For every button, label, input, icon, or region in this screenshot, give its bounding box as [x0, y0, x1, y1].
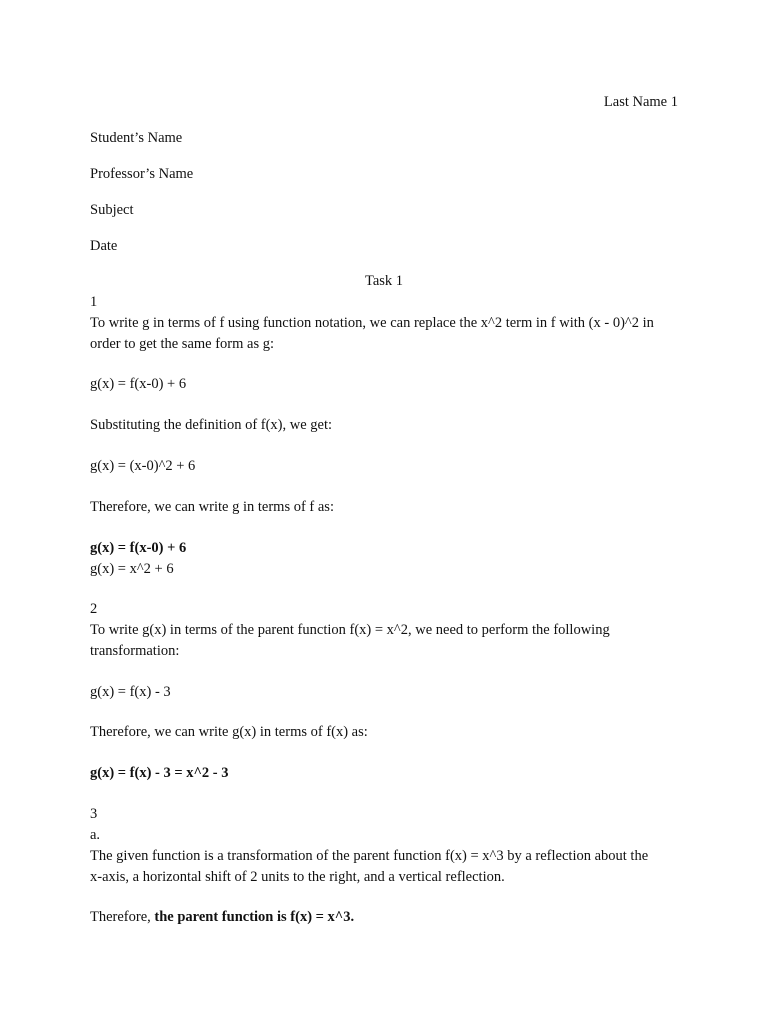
- q1-therefore: Therefore, we can write g in terms of f as:: [90, 499, 334, 515]
- q1-number: 1: [90, 294, 98, 310]
- professor-name: Professor’s Name: [90, 166, 194, 182]
- q3-part-label: a.: [90, 827, 101, 843]
- q2-number: 2: [90, 601, 98, 617]
- q2-answer-bold: g(x) = f(x) - 3 = x^2 - 3: [90, 765, 229, 781]
- running-head: Last Name 1: [603, 94, 678, 110]
- q2-intro-line2: transformation:: [90, 643, 180, 659]
- q3-conclusion: [90, 908, 354, 926]
- q3-text-line2: x-axis, a horizontal shift of 2 units to the right, and a vertical reflection.: [90, 869, 505, 885]
- q1-intro-line1: To write g in terms of f using function notation, we can replace the x^2 term in f with (x - 0)^2 in: [90, 315, 654, 331]
- q2-therefore: Therefore, we can write g(x) in terms of f(x) as:: [90, 724, 368, 740]
- q2-equation-1: g(x) = f(x) - 3: [90, 684, 171, 700]
- date: Date: [90, 238, 118, 254]
- q1-substituting: Substituting the definition of f(x), we get:: [90, 417, 333, 433]
- q1-equation-2: g(x) = (x-0)^2 + 6: [90, 458, 196, 474]
- q1-answer-bold: g(x) = f(x-0) + 6: [90, 540, 187, 556]
- page-title: Task 1: [364, 273, 404, 289]
- q3-text-line1: The given function is a transformation of the parent function f(x) = x^3 by a reflection about the: [90, 848, 649, 864]
- q2-intro-line1: To write g(x) in terms of the parent function f(x) = x^2, we need to perform the following: [90, 622, 610, 638]
- q3-number: 3: [90, 806, 98, 822]
- q1-intro-line2: order to get the same form as g:: [90, 336, 275, 352]
- q1-equation-1: g(x) = f(x-0) + 6: [90, 376, 187, 392]
- subject: Subject: [90, 202, 134, 218]
- student-name: Student’s Name: [90, 130, 183, 146]
- q3-therefore-bold: the parent function is f(x) = x^3.: [154, 909, 355, 925]
- q3-therefore-prefix: Therefore,: [90, 909, 155, 925]
- q1-answer-plain: g(x) = x^2 + 6: [90, 561, 174, 577]
